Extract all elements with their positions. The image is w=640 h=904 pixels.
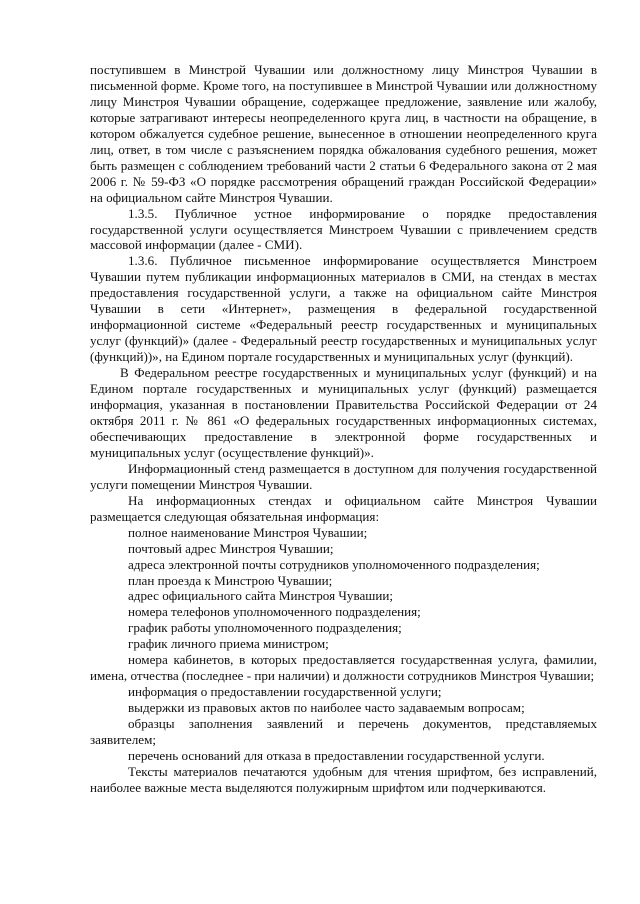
paragraph-closing: Тексты материалов печатаются удобным для чтения шрифтом, без исправлений, наиболее важные места выделяются полужирным шрифтом или подчеркиваются. xyxy=(90,763,597,795)
list-item: номера кабинетов, в которых предоставляется государственная услуга, фамилии, имена, отчества (последнее - при наличии) и должности сотрудников Минстроя Чувашии; xyxy=(90,652,597,684)
paragraph-response-publication: поступившем в Минстрой Чувашии или должностному лицу Минстроя Чувашии в письменной форме. Кроме того, на поступившее в Минстрой Чувашии или должностному лицу Минстроя Чувашии обращение, содержащее предложение, заявление или жалобу, которые затрагивают интересы неопределенного круга лиц, в частности на обращение, в котором обжалуется судебное решение, вынесенное в отношении неопределенного круга лиц, ответ, в том числе с разъяснением порядка обжалования судебного решения, может быть размещен с соблюдением требований части 2 статьи 6 Федерального закона от 2 мая 2006 г. № 59-ФЗ «О порядке рассмотрения обращений граждан Российской Федерации» на официальном сайте Минстроя Чувашии. xyxy=(90,62,597,205)
list-item: график работы уполномоченного подразделения; xyxy=(128,620,402,636)
list-item: график личного приема министром; xyxy=(128,636,329,652)
paragraph-info-stand: Информационный стенд размещается в доступном для получения государственной услуги помещении Минстроя Чувашии. xyxy=(90,460,597,492)
paragraph-federal-registry: В Федеральном реестре государственных и муниципальных услуг (функций) и на Едином портале государственных и муниципальных услуг (функций) размещается информация, указанная в постановлении Правительства Российской Федерации от 24 октября 2011 г. № 861 «О федеральных государственных информационных системах, обеспечивающих предоставление в электронной форме государственных и муниципальных услуг (осуществление функций)». xyxy=(90,365,597,460)
paragraph-mandatory-info: На информационных стендах и официальном сайте Минстроя Чувашии размещается следующая обязательная информация: xyxy=(90,492,597,524)
list-item: номера телефонов уполномоченного подразделения; xyxy=(128,604,421,620)
list-item: выдержки из правовых актов по наиболее часто задаваемым вопросам; xyxy=(128,700,525,716)
list-item: образцы заполнения заявлений и перечень документов, представляемых заявителем; xyxy=(90,716,597,748)
list-item: информация о предоставлении государственной услуги; xyxy=(128,684,442,700)
list-item: полное наименование Минстроя Чувашии; xyxy=(128,524,368,540)
paragraph-1-3-6: 1.3.6. Публичное письменное информирование осуществляется Минстроем Чувашии путем публикации информационных материалов в СМИ, на стендах в местах предоставления государственной услуги, а также на официальном сайте Минстроя Чувашии в сети «Интернет», размещения в федеральной государственной информационной системе «Федеральный реестр государственных и муниципальных услуг (функций)» (далее - Федеральный реестр государственных и муниципальных услуг (функций))», на Едином портале государственных и муниципальных услуг (функций). xyxy=(90,253,597,365)
list-item: план проезда к Минстрою Чувашии; xyxy=(128,572,333,588)
list-item: адрес официального сайта Минстроя Чувашии; xyxy=(128,588,394,604)
list-item: почтовый адрес Минстроя Чувашии; xyxy=(128,540,334,556)
list-item: перечень оснований для отказа в предоставлении государственной услуги. xyxy=(128,747,545,763)
document-page xyxy=(90,62,597,796)
list-item: адреса электронной почты сотрудников уполномоченного подразделения; xyxy=(128,556,540,572)
paragraph-1-3-5: 1.3.5. Публичное устное информирование о порядке предоставления государственной услуги осуществляется Минстроем Чувашии с привлечением средств массовой информации (далее - СМИ). xyxy=(90,205,597,253)
